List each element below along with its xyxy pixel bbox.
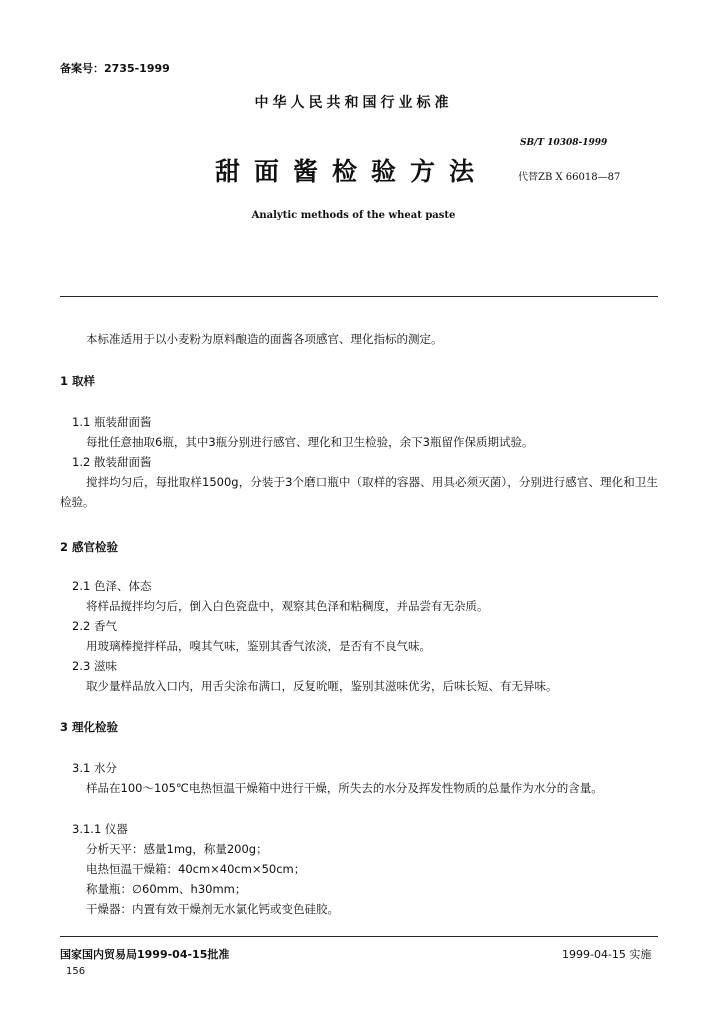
subsection-heading-1-2: 1.2 散装甜面酱 — [72, 455, 152, 469]
standard-code: SB/T 10308-1999 — [520, 138, 608, 148]
subsection-heading-1-1: 1.1 瓶装甜面酱 — [72, 415, 152, 429]
section-heading-2: 2 感官检验 — [60, 540, 119, 554]
subsection-heading-3-1-1: 3.1.1 仪器 — [72, 822, 128, 836]
paragraph-2-1: 将样品搅拌均匀后，倒入白色瓷盘中，观察其色泽和粘稠度，并品尝有无杂质。 — [86, 599, 489, 613]
subsection-heading-2-1: 2.1 色泽、体态 — [72, 579, 152, 593]
paragraph-1-1: 每批任意抽取6瓶，其中3瓶分别进行感官、理化和卫生检验，余下3瓶留作保质期试验。 — [86, 435, 534, 449]
instrument-weighing-bottle: 称量瓶：∅60mm、h30mm； — [86, 882, 247, 896]
approval-line: 国家国内贸易局1999-04-15批准 — [60, 948, 230, 961]
page-number: 156 — [66, 966, 86, 977]
intro-paragraph: 本标准适用于以小麦粉为原料酿造的面酱各项感官、理化指标的测定。 — [86, 332, 443, 346]
paragraph-2-3: 取少量样品放入口内，用舌尖涂布满口，反复吮咂，鉴别其滋味优劣，后味长短、有无异味。 — [86, 679, 558, 693]
instrument-desiccator: 干燥器：内置有效干燥剂无水氯化钙或变色硅胶。 — [86, 902, 339, 916]
section-heading-1: 1 取样 — [60, 374, 96, 388]
paragraph-1-2: 搅拌均匀后，每批取样1500g，分装于3个磨口瓶中（取样的容器、用具必须灭菌），分别进行感官、理化和卫生检验。 — [60, 475, 658, 509]
paragraph-3-1: 样品在100～105℃电热恒温干燥箱中进行干燥，所失去的水分及挥发性物质的总量作为水分的含量。 — [86, 781, 603, 795]
header-rule — [60, 296, 658, 297]
record-number: 备案号：2735-1999 — [60, 62, 170, 75]
section-heading-3: 3 理化检验 — [60, 720, 119, 734]
subsection-heading-2-3: 2.3 滋味 — [72, 659, 117, 673]
replaces-standard: 代替ZB X 66018—87 — [518, 172, 621, 183]
subsection-heading-2-2: 2.2 香气 — [72, 619, 117, 633]
instrument-balance: 分析天平：感量1mg，称量200g； — [86, 842, 268, 856]
english-title: Analytic methods of the wheat paste — [251, 210, 456, 221]
footer-rule — [60, 936, 658, 937]
document-title: 甜面酱检验方法 — [215, 157, 489, 186]
issuing-organization: 中华人民共和国行业标准 — [254, 95, 453, 111]
effective-date: 1999-04-15 实施 — [562, 948, 652, 961]
subsection-heading-3-1: 3.1 水分 — [72, 761, 117, 775]
instrument-drying-oven: 电热恒温干燥箱：40cm×40cm×50cm； — [86, 862, 306, 876]
paragraph-2-2: 用玻璃棒搅拌样品，嗅其气味，鉴别其香气浓淡，是否有不良气味。 — [86, 639, 431, 653]
